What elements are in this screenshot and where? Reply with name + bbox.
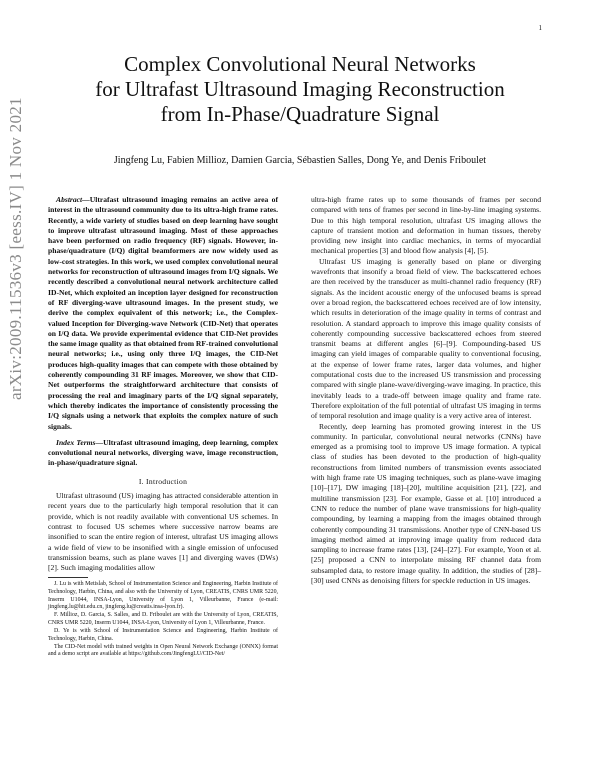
body-paragraph: ultra-high frame rates up to some thousands of frames per second compared with tens of frames per second in line-by-line imaging systems. Due to this high temporal resolution, ultrafast US imaging allows the capture of transient motion and deformation in human tissues, thereby providing new insight into cardiac mechanics, in terms of myocardial mechanical properties [3] and blood flow analysis [4], [5].: [311, 195, 541, 256]
abstract-text: Ultrafast ultrasound imaging remains an active area of interest in the ultrasound community due to its ultra-high frame rates. Recently, a wide variety of studies based on deep learning have sought to improve ultrafast ultrasound imaging. Most of these approaches have been performed on radio frequency (RF) signals. However, in-phase/quadrature (I/Q) digital beamformers are now widely used as low-cost strategies. In this work, we used complex convolutional neural networks for reconstruction of ultrasound images from I/Q signals. We recently described a convolutional neural network architecture called ID-Net, which exploited an inception layer designed for reconstruction of RF diverging-wave ultrasound images. In the present study, we derive the complex equivalent of this network; i.e., the Complex-valued Inception for Diverging-wave Network (CID-Net) that operates on I/Q data. We provide experimental evidence that CID-Net provides the same image quality as that obtained from RF-trained convolutional neural networks; i.e., using only three I/Q images, the CID-Net produces high-quality images that can compete with those obtained by coherently compounding 31 RF images. Moreover, we show that CID-Net outperforms the straightforward architecture that consists of processing the real and imaginary parts of the I/Q signal separately, which thereby indicates the importance of consistently processing the I/Q signals using a network that exploits the complex nature of such signals.: [48, 195, 278, 431]
index-terms-text: Ultrafast ultrasound imaging, deep learning, complex convolutional neural networks, diverging wave, image reconstruction, in-phase/quadrature signal.: [48, 437, 278, 468]
page-number: 1: [538, 24, 542, 32]
title-line: for Ultrafast Ultrasound Imaging Reconstruction: [95, 77, 505, 101]
index-terms: [48, 438, 278, 469]
arxiv-identifier-text: arXiv:2009.11536v3 [eess.IV] 1 Nov 2021: [6, 97, 25, 400]
section-heading: I. Introduction: [138, 476, 188, 486]
body-paragraph: Ultrafast US imaging is generally based on plane or diverging wavefronts that insonify a broad field of view. The backscattered echoes are then received by the transducer as multi-channel radio frequency (RF) signals. As the incident acoustic energy of the unfocused beams is spread over a broad region, the backscattered echoes received are of low intensity, which results in deterioration of the image quality in terms of contrast and resolution. A standard approach to improve this image quality consists of coherently compounding successive backscattered echoes from steered transmit beams at different angles [6]–[9]. Compounding-based US imaging can yield images of comparable quality to conventional focusing, at the expense of lower frame rates, larger data volumes, and higher computational costs due to the increased US transmission and processing compared with single plane-wave/diverging-wave imaging. In practice, this inevitably leads to a trade-off between image quality and frame rate. Therefore exploitation of the full potential of ultrafast US imaging in terms of temporal resolution and image quality is a very active area of interest.: [311, 256, 541, 421]
footnote: D. Ye is with School of Instrumentation Science and Engineering, Harbin Institute of Technology, Harbin, China.: [48, 627, 278, 642]
footnote: F. Millioz, D. Garcia, S. Salles, and D. Friboulet are with the University of Lyon, CREATIS, CNRS UMR 5220, Inserm U1044, INSA-Lyon, University of Lyon 1, Villeurbanne, France.: [48, 612, 278, 626]
abstract-label: Abstract—: [56, 195, 90, 204]
author-list: Jingfeng Lu, Fabien Millioz, Damien Garcia, Sébastien Salles, Dong Ye, and Denis Friboulet: [113, 155, 487, 166]
footnote: J. Lu is with Metislab, School of Instrumentation Science and Engineering, Harbin Institute of Technology, Harbin, China, and also with the University of Lyon, CREATIS, CNRS UMR 5220, Inserm U1044, INSA-Lyon, University of Lyon 1, Villeurbanne, France (e-mail: jingfeng.lu@hit.edu.cn, jingfeng.lu@creatis.insa-lyon.fr).: [48, 581, 278, 611]
footnote: The CID-Net model with trained weights in Open Neural Network Exchange (ONNX) format and a demo script are available at https://github.com/JingfengLU/CID-Net/: [48, 643, 278, 658]
paper-title: [60, 52, 540, 127]
body-paragraph: Recently, deep learning has promoted growing interest in the US community. In particular, convolutional neural networks (CNNs) have emerged as a promising tool to improve US image formation. A typical class of studies has been devoted to the production of high-quality reconstructions from limited numbers of transmission events associated with high frame rate US imaging techniques, such as plane-wave imaging [10]–[17], DW imaging [18]–[20], multiline acquisition [21], [22], and multiline transmission [23]. For example, Gasse et al. [10] introduced a CNN to reduce the number of plane wave transmissions for high-quality compounding, by learning a mapping from the images obtained through coherently compounding 31 transmissions. Another type of CNN-based US imaging method aimed at improving image quality from reduced data sampling to increase frame rates [13], [24]–[27]. For example, Yoon et al. [25] proposed a CNN to interpolate missing RF channel data from subsampled data, to restore image quality. In addition, the studies of [28]–[30] used CNNs as denoising filters for speckle reduction in US images.: [311, 421, 541, 585]
title-line: Complex Convolutional Neural Networks: [124, 52, 476, 76]
intro-paragraph: Ultrafast ultrasound (US) imaging has attracted considerable attention in recent years due to the particularly high temporal resolution that it can provide, which is not readily available with conventional US schemes. In contrast to focused US schemes where successive narrow beams are insonified to scan the entire region of interest, ultrafast US imaging allows a wide field of view to be insonified with a single emission of unfocused transmission beams, such as plane waves [1] and diverging waves (DWs) [2]. Such imaging modalities allow: [48, 491, 278, 573]
left-column: [48, 195, 278, 659]
right-column: [311, 195, 541, 586]
abstract: [48, 195, 278, 432]
footnote-divider: [48, 577, 88, 578]
footnotes: [48, 581, 278, 658]
title-line: from In-Phase/Quadrature Signal: [160, 102, 440, 126]
index-terms-label: Index Terms—: [56, 437, 104, 447]
